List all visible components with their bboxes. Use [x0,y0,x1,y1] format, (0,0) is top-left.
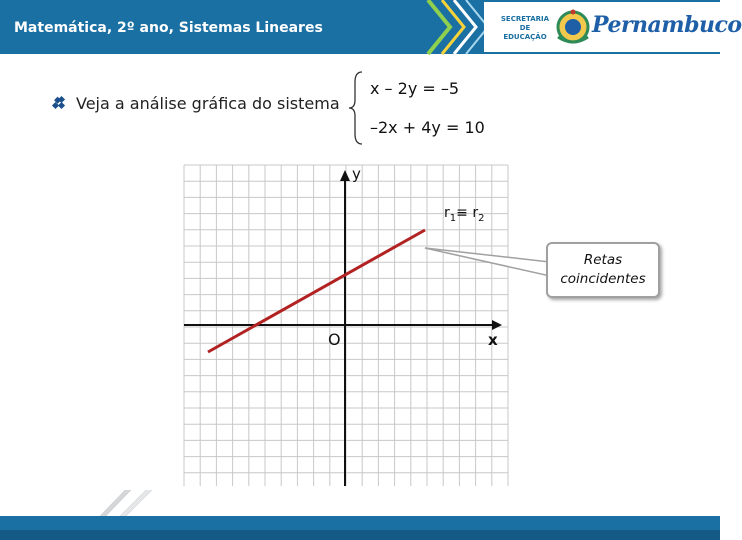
callout-line-2: coincidentes [560,271,646,287]
footer-decoration [0,486,720,540]
x-axis-arrow-icon [492,320,502,330]
secretaria-line-2: DE EDUCAÇÃO [503,24,547,41]
callout-line-1: Retas [583,252,623,268]
y-axis-label: y [352,165,361,183]
secretaria-line-1: SECRETARIA [500,15,550,23]
equation-1: x – 2y = –5 [370,79,460,98]
slide-header-title: Matemática, 2º ano, Sistemas Lineares [14,20,323,36]
line-label: $r_1\equiv r_2$ [444,205,485,224]
equation-2: –2x + 4y = 10 [370,118,485,137]
origin-label: O [328,330,341,349]
y-axis-arrow-icon [340,170,350,181]
bullet-text: Veja a análise gráfica do sistema [76,94,340,113]
callout-box [546,242,660,298]
x-axis-label: x [488,331,498,349]
state-name-logo: Pernambuco [592,12,742,38]
coincident-line [208,230,425,352]
